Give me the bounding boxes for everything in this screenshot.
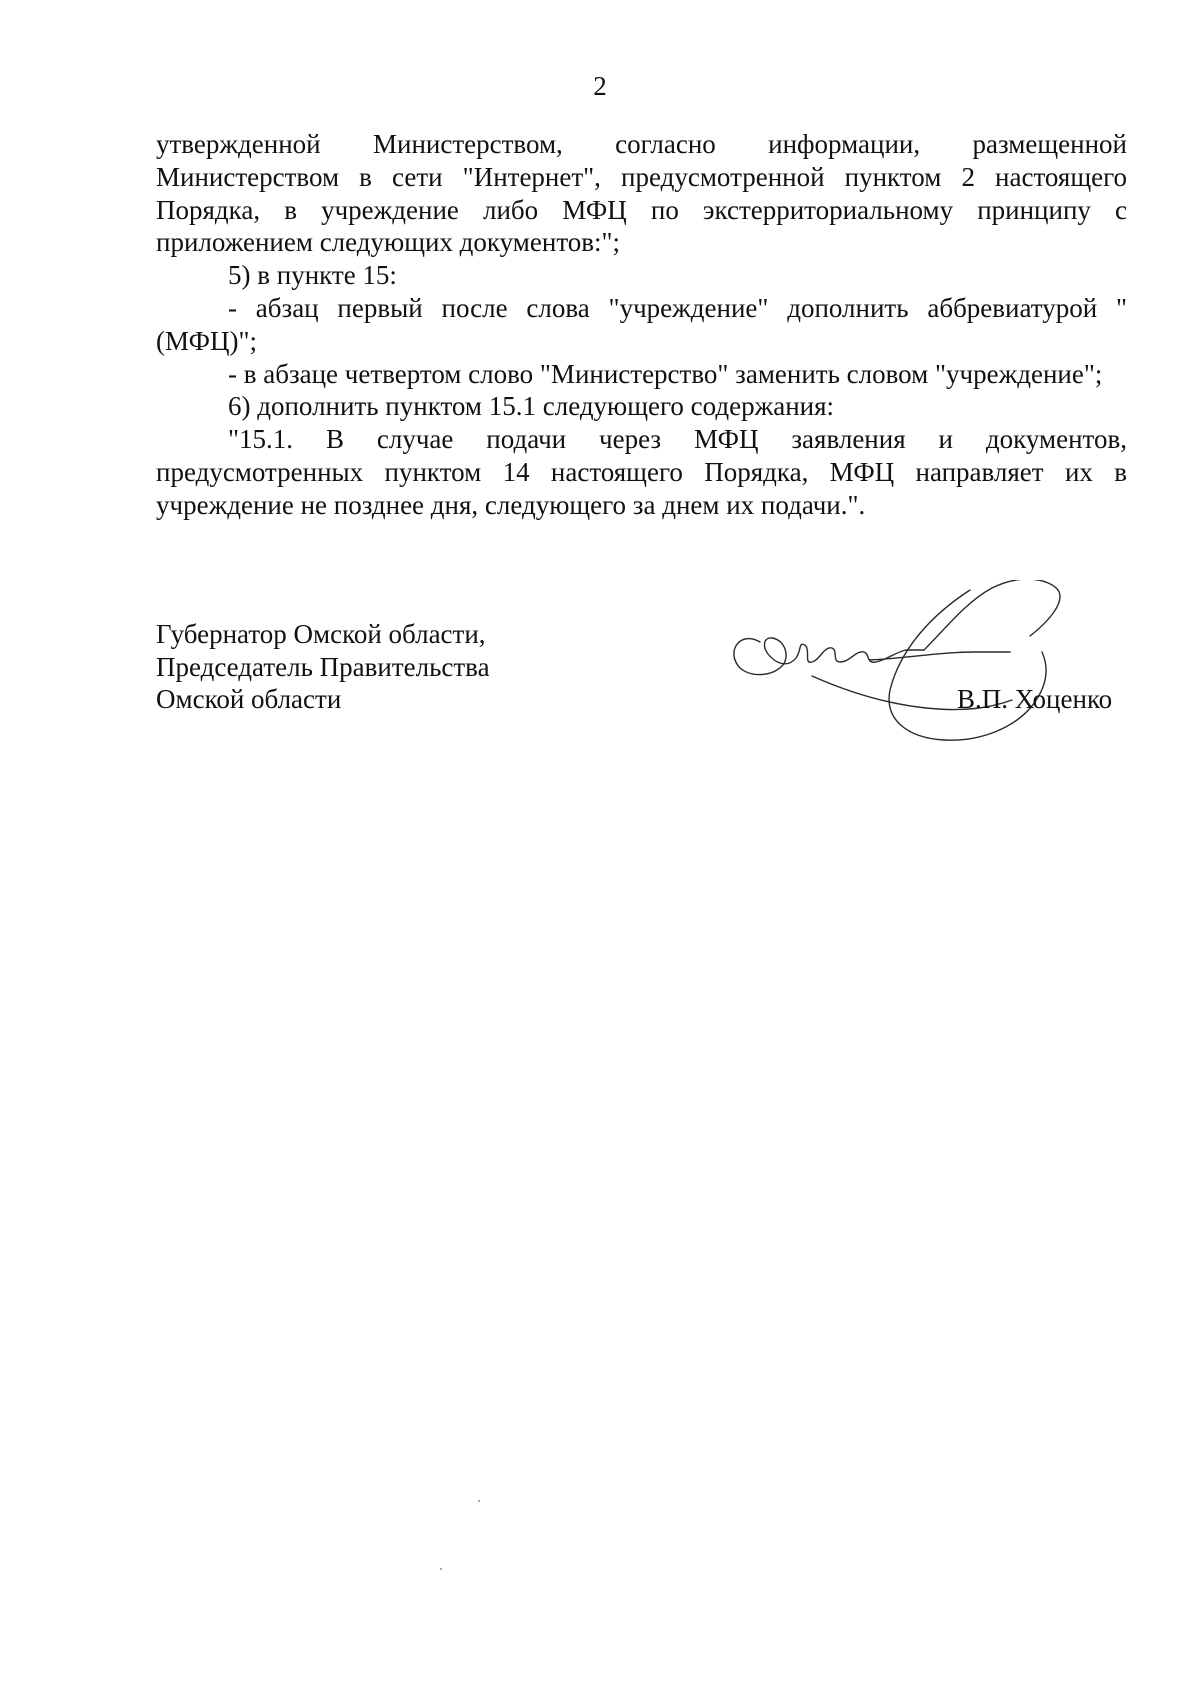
scan-speck — [440, 1568, 442, 1570]
signer-name: В.П. Хоценко — [957, 684, 1113, 714]
signatory-line-3: Омской области — [156, 684, 342, 714]
signatory-title — [156, 618, 490, 716]
handwritten-signature — [720, 580, 1120, 780]
signatory-line-2: Председатель Правительства — [156, 651, 490, 682]
paragraph-first-abzac: - абзац первый после слова "учреждение" дополнить аббревиатурой "(МФЦ)"; — [156, 292, 1127, 356]
page-number: 2 — [593, 71, 607, 101]
paragraph-continuation: утвержденной Министерством, согласно информации, размещенной Министерством в сети "Интернет", предусмотренной пунктом 2 настоящего Порядка, в учреждение либо МФЦ по экстерриториальному принципу с приложением следующих документов:"; — [156, 129, 1127, 258]
document-body — [156, 128, 1127, 522]
scan-speck — [478, 1500, 480, 1502]
paragraph-15-1: "15.1. В случае подачи через МФЦ заявления и документов, предусмотренных пунктом 14 настоящего Порядка, МФЦ направляет их в учреждение не позднее дня, следующего за днем их подачи.". — [156, 424, 1127, 520]
paragraph-item-5: 5) в пункте 15: — [228, 260, 397, 291]
paragraph-fourth-abzac: - в абзаце четвертом слово "Министерство" заменить словом "учреждение"; — [228, 358, 1103, 389]
signatory-line-1: Губернатор Омской области, — [156, 619, 486, 649]
paragraph-item-6: 6) дополнить пунктом 15.1 следующего содержания: — [228, 391, 835, 422]
